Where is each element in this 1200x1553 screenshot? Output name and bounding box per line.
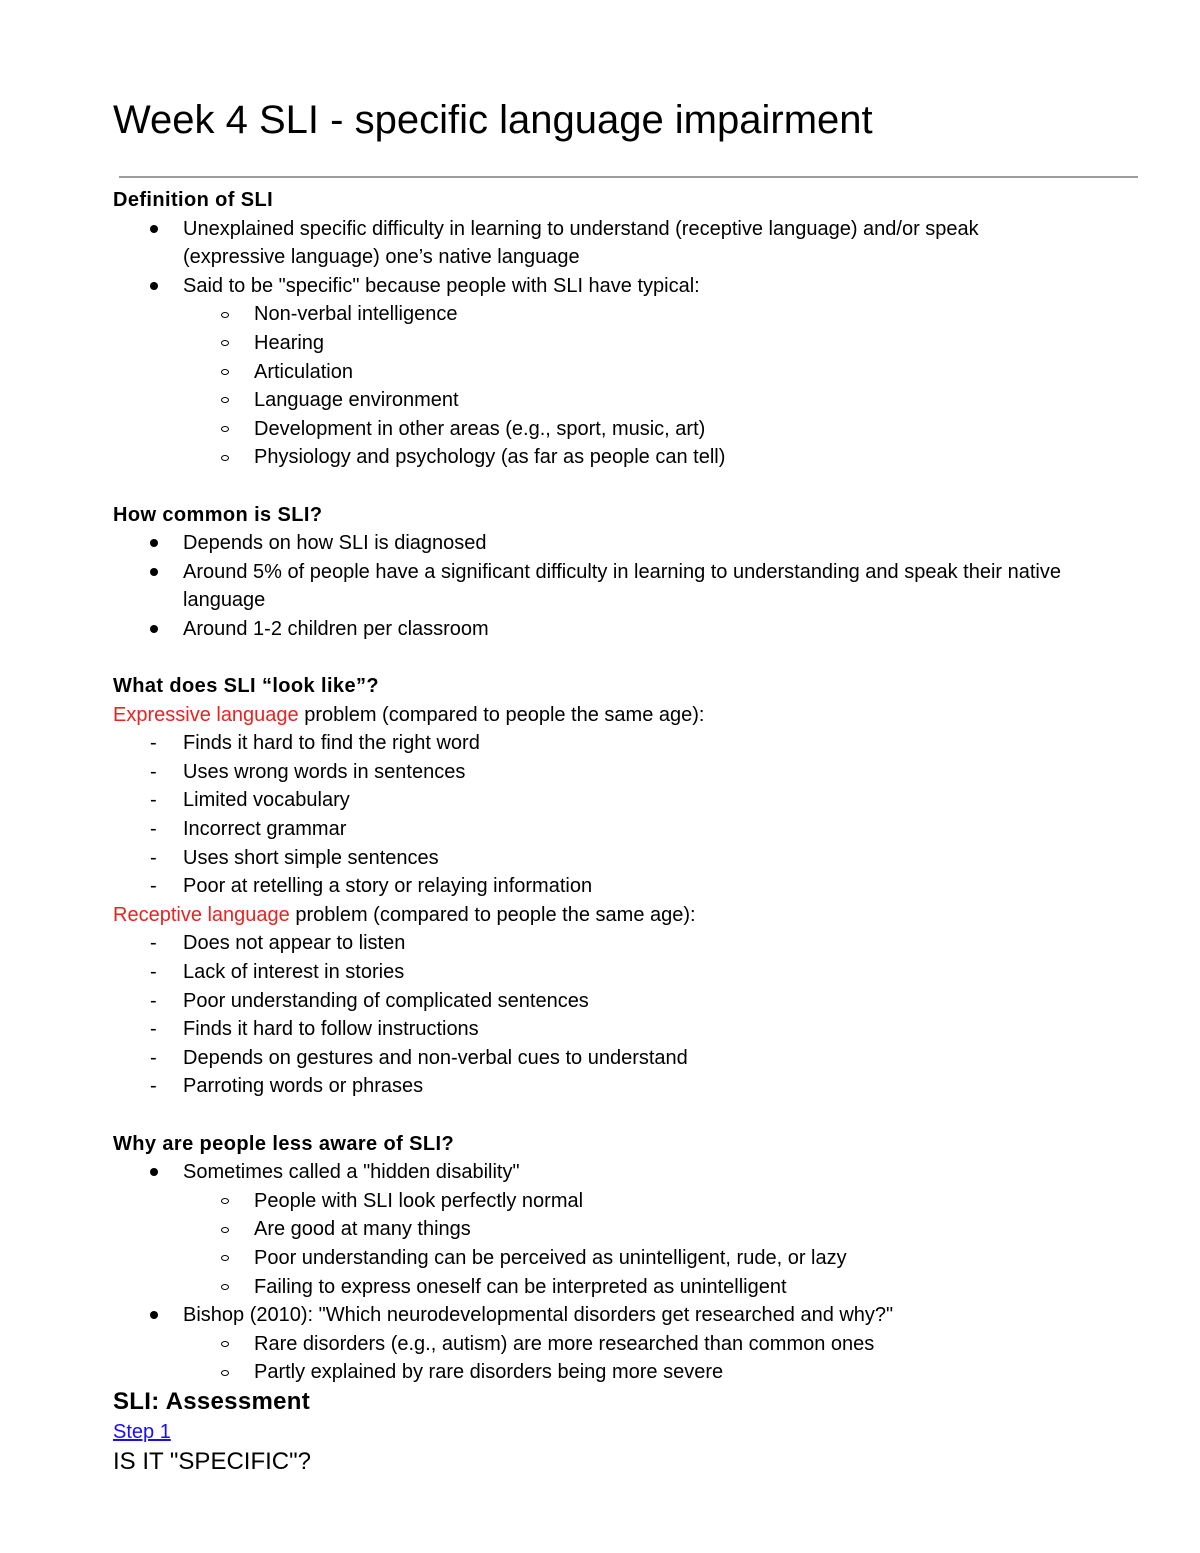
spacer — [113, 1101, 1143, 1130]
circle-bullet-icon — [221, 329, 229, 358]
list-item-text: Incorrect grammar — [183, 818, 347, 841]
list-item-text: Poor understanding of complicated sentences — [183, 989, 589, 1012]
dash-item — [113, 1015, 1143, 1044]
list-item-text: Said to be "specific" because people with SLI have typical: — [183, 274, 700, 297]
list-item-text: Finds it hard to find the right word — [183, 732, 480, 755]
list-item-text: Are good at many things — [254, 1218, 471, 1241]
dash-icon: - — [150, 818, 157, 841]
dash-item — [113, 729, 1143, 758]
bullet-icon — [150, 1158, 158, 1187]
step-1-link[interactable]: Step 1 — [113, 1420, 171, 1443]
list-item — [113, 1158, 1143, 1187]
list-item-text: Development in other areas (e.g., sport, music, art) — [254, 417, 706, 440]
list-item-text: Unexplained specific difficulty in learning to understand (receptive language) and/or speak — [183, 217, 979, 240]
circle-bullet-icon — [221, 1358, 229, 1387]
dash-icon: - — [150, 732, 157, 755]
dash-item — [113, 958, 1143, 987]
list-item-text: Finds it hard to follow instructions — [183, 1018, 479, 1041]
bullet-icon — [150, 272, 158, 301]
dash-item — [113, 815, 1143, 844]
circle-bullet-icon — [221, 358, 229, 387]
circle-bullet-icon — [221, 300, 229, 329]
dash-icon: - — [150, 846, 157, 869]
receptive-intro — [113, 901, 1143, 930]
section-heading-definition: Definition of SLI — [113, 189, 274, 211]
dash-icon: - — [150, 989, 157, 1012]
bullet-icon — [150, 558, 158, 587]
dash-icon: - — [150, 932, 157, 955]
list-item-text: Depends on gestures and non-verbal cues to understand — [183, 1046, 688, 1069]
list-item — [113, 529, 1143, 558]
list-item-text: Depends on how SLI is diagnosed — [183, 532, 487, 555]
circle-bullet-icon — [221, 443, 229, 472]
assessment-question: IS IT "SPECIFIC"? — [113, 1447, 311, 1475]
sub-list-item — [113, 300, 1143, 329]
circle-bullet-icon — [221, 415, 229, 444]
section-heading-assessment: SLI: Assessment — [113, 1387, 311, 1415]
sub-list-item — [113, 329, 1143, 358]
list-item-text: Parroting words or phrases — [183, 1075, 424, 1098]
list-item — [113, 215, 1143, 244]
sub-list-item — [113, 1215, 1143, 1244]
sub-list-item — [113, 386, 1143, 415]
list-item-continuation — [113, 243, 1143, 272]
sub-list-item — [113, 1187, 1143, 1216]
bullet-icon — [150, 615, 158, 644]
list-item-text: Sometimes called a "hidden disability" — [183, 1161, 520, 1184]
bullet-icon — [150, 529, 158, 558]
list-item-text: Around 1-2 children per classroom — [183, 617, 489, 640]
list-item — [113, 1301, 1143, 1330]
list-item — [113, 615, 1143, 644]
dash-icon: - — [150, 760, 157, 783]
list-item-text: Partly explained by rare disorders being more severe — [254, 1361, 724, 1384]
list-item-text: Hearing — [254, 331, 325, 354]
circle-bullet-icon — [221, 1187, 229, 1216]
bullet-icon — [150, 215, 158, 244]
spacer — [113, 644, 1143, 673]
sub-list-item — [113, 1273, 1143, 1302]
receptive-intro-text: problem (compared to people the same age): — [289, 903, 696, 926]
dash-item — [113, 758, 1143, 787]
list-item — [113, 272, 1143, 301]
list-item-text: Non-verbal intelligence — [254, 303, 458, 326]
sub-list-item — [113, 1358, 1143, 1387]
circle-bullet-icon — [221, 1215, 229, 1244]
receptive-label: Receptive language — [113, 903, 290, 926]
list-item-text: Articulation — [254, 360, 353, 383]
dash-item — [113, 872, 1143, 901]
dash-item — [113, 1072, 1143, 1101]
list-item-text: Uses wrong words in sentences — [183, 760, 466, 783]
dash-icon: - — [150, 1046, 157, 1069]
dash-item — [113, 987, 1143, 1016]
sub-list-item — [113, 415, 1143, 444]
document-body — [113, 186, 1143, 1477]
sub-list-item — [113, 443, 1143, 472]
list-item-text: Language environment — [254, 389, 459, 412]
circle-bullet-icon — [221, 386, 229, 415]
section-heading-aware: Why are people less aware of SLI? — [113, 1132, 455, 1155]
list-item-text: Uses short simple sentences — [183, 846, 439, 869]
spacer — [113, 472, 1143, 501]
list-item-text: language — [183, 589, 266, 612]
dash-icon: - — [150, 875, 157, 898]
sub-list-item — [113, 358, 1143, 387]
list-item-text: Physiology and psychology (as far as people can tell) — [254, 446, 726, 469]
list-item-continuation — [113, 586, 1143, 615]
list-item-text: Poor understanding can be perceived as unintelligent, rude, or lazy — [254, 1246, 847, 1269]
circle-bullet-icon — [221, 1273, 229, 1302]
dash-icon: - — [150, 1075, 157, 1098]
dash-icon: - — [150, 789, 157, 812]
dash-item — [113, 1044, 1143, 1073]
expressive-intro-text: problem (compared to people the same age): — [298, 703, 705, 726]
list-item-text: (expressive language) one’s native language — [183, 246, 580, 269]
expressive-label: Expressive language — [113, 703, 299, 726]
list-item-text: Does not appear to listen — [183, 932, 406, 955]
list-item-text: Lack of interest in stories — [183, 961, 405, 984]
bullet-icon — [150, 1301, 158, 1330]
circle-bullet-icon — [221, 1244, 229, 1273]
list-item-text: Bishop (2010): "Which neurodevelopmental disorders get researched and why?" — [183, 1304, 894, 1327]
dash-icon: - — [150, 1018, 157, 1041]
list-item-text: Rare disorders (e.g., autism) are more researched than common ones — [254, 1332, 875, 1355]
list-item-text: Around 5% of people have a significant difficulty in learning to understanding and speak their native — [183, 560, 1061, 583]
section-heading-look-like: What does SLI “look like”? — [113, 675, 379, 698]
sub-list-item — [113, 1330, 1143, 1359]
horizontal-rule — [119, 176, 1138, 178]
list-item-text: Failing to express oneself can be interpreted as unintelligent — [254, 1275, 787, 1298]
circle-bullet-icon — [221, 1330, 229, 1359]
page-title: Week 4 SLI - specific language impairment — [113, 98, 873, 142]
dash-item — [113, 844, 1143, 873]
list-item — [113, 558, 1143, 587]
list-item-text: Poor at retelling a story or relaying information — [183, 875, 593, 898]
expressive-intro — [113, 701, 1143, 730]
section-heading-common: How common is SLI? — [113, 503, 323, 526]
list-item-text: Limited vocabulary — [183, 789, 350, 812]
sub-list-item — [113, 1244, 1143, 1273]
dash-icon: - — [150, 961, 157, 984]
dash-item — [113, 929, 1143, 958]
dash-item — [113, 786, 1143, 815]
list-item-text: People with SLI look perfectly normal — [254, 1189, 584, 1212]
